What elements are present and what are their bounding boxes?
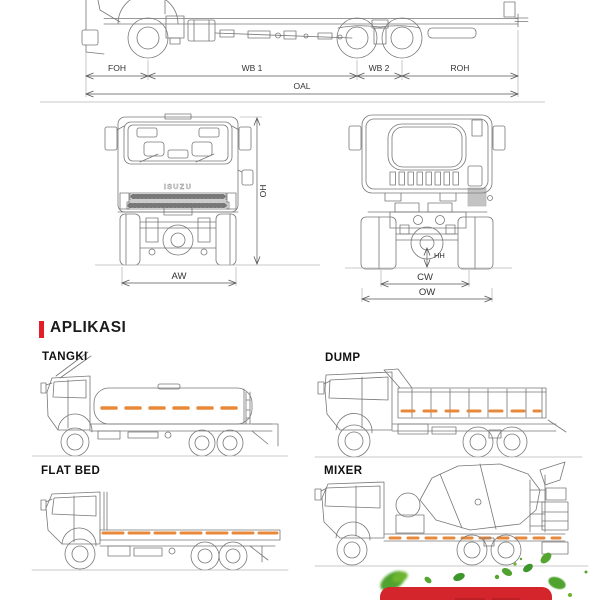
section-heading: APLIKASI bbox=[50, 319, 127, 336]
heading-accent-bar bbox=[39, 321, 44, 338]
chassis-side-view-drawing bbox=[82, 0, 528, 58]
app-label-dump: DUMP bbox=[325, 352, 361, 364]
app-label-mixer: MIXER bbox=[324, 465, 363, 477]
dim-label-aw: AW bbox=[171, 271, 187, 282]
dim-label-foh: FOH bbox=[108, 63, 126, 73]
truck-mixer-drawing bbox=[315, 462, 588, 566]
dim-label-cw: CW bbox=[417, 272, 433, 283]
dim-label-hh: HH bbox=[434, 251, 445, 260]
app-label-tangki: TANGKI bbox=[42, 351, 88, 363]
isuzu-logo: ISUZU bbox=[163, 184, 193, 191]
app-label-flatbed: FLAT BED bbox=[41, 465, 101, 477]
dim-label-roh: ROH bbox=[450, 63, 470, 73]
rear-view-dimensions bbox=[345, 248, 512, 302]
truck-tangki-drawing bbox=[32, 352, 288, 456]
red-banner-button[interactable] bbox=[380, 587, 552, 600]
dim-label-oh: OH bbox=[258, 184, 268, 198]
dim-label-wb2: WB 2 bbox=[368, 63, 390, 73]
truck-dump-drawing bbox=[315, 369, 582, 457]
dim-label-ow: OW bbox=[418, 287, 436, 298]
truck-flatbed-drawing bbox=[32, 492, 288, 570]
rear-view-drawing bbox=[349, 115, 505, 269]
dim-label-oal: OAL bbox=[293, 81, 311, 91]
dim-label-wb1: WB 1 bbox=[241, 63, 263, 73]
side-view-dimensions bbox=[40, 30, 545, 102]
